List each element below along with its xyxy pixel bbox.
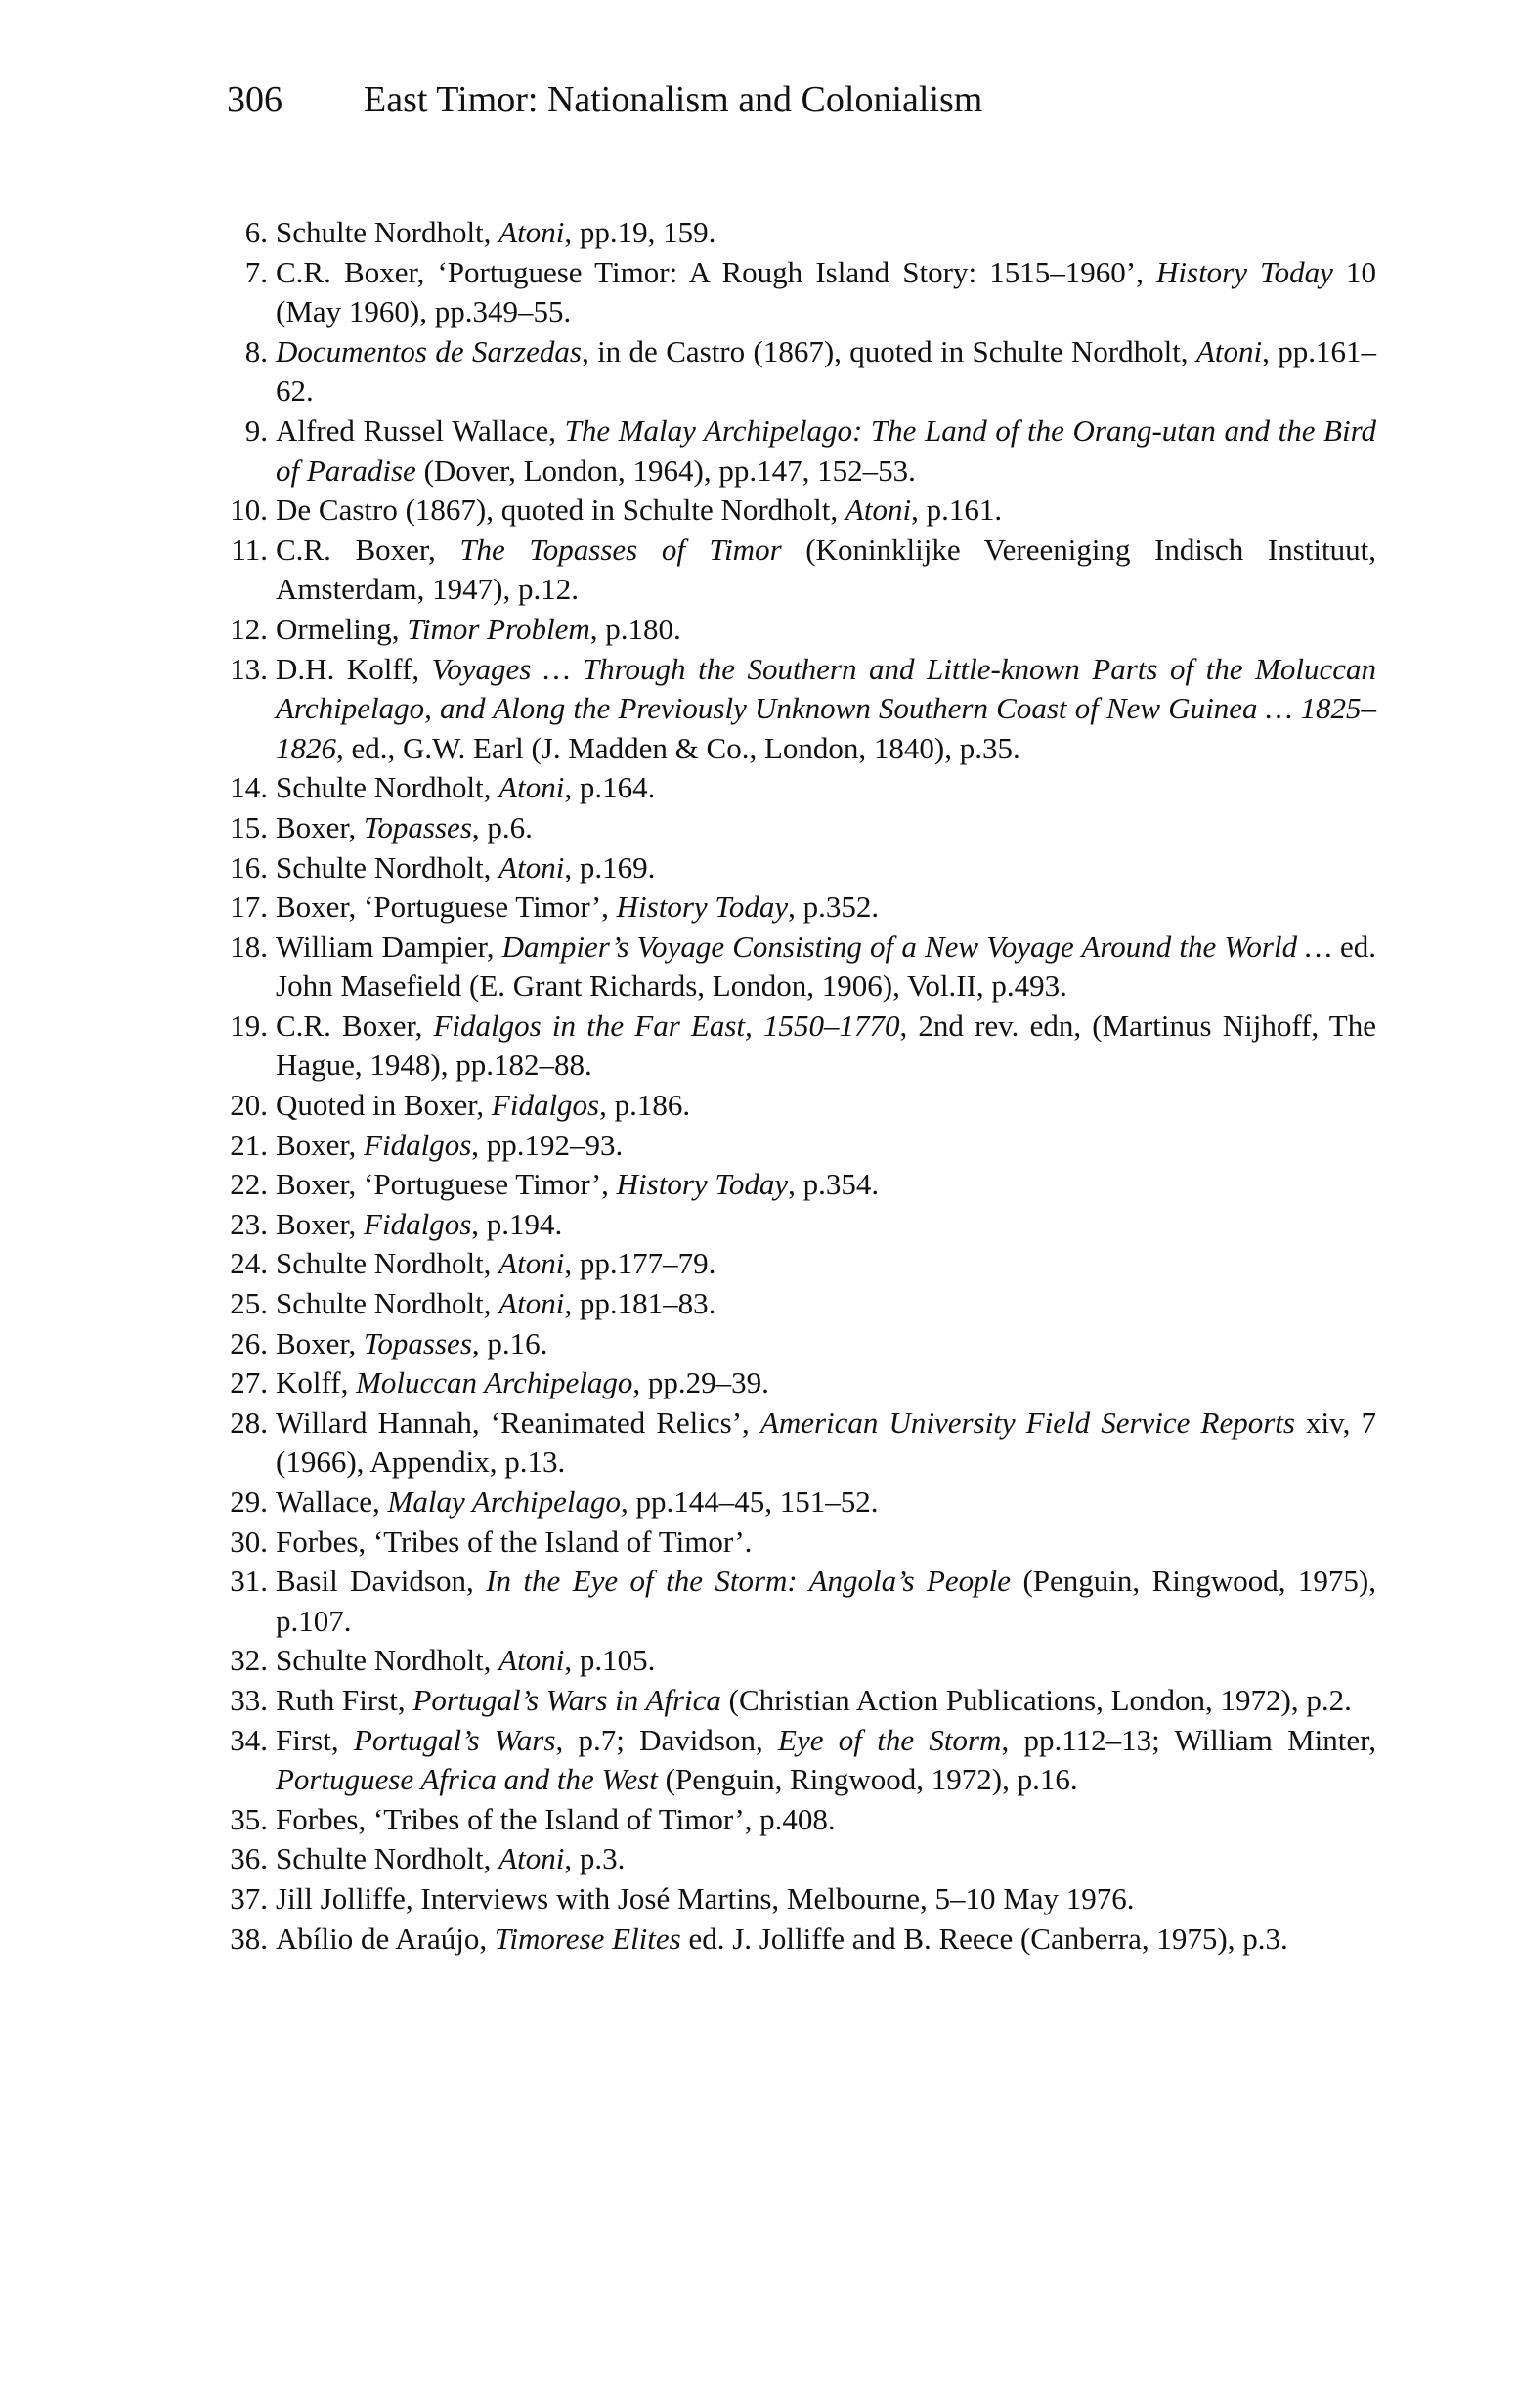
endnote-text (276, 610, 1376, 650)
endnote-title-italic: Portugal’s Wars (353, 1722, 556, 1757)
endnote-text (276, 927, 1376, 1007)
endnote-number: 37. (230, 1880, 268, 1915)
endnotes-list (217, 213, 1376, 1958)
endnote (217, 848, 1376, 888)
endnote-number: 24. (230, 1246, 268, 1281)
endnote-text (276, 213, 1376, 253)
endnote-number: 30. (230, 1524, 268, 1559)
endnote (217, 1284, 1376, 1324)
endnote (217, 1126, 1376, 1166)
endnote-title-italic: The Topasses of Timor (459, 532, 782, 567)
endnote-text (276, 1641, 1376, 1681)
endnote-text-segment: , in de Castro (1867), quoted in Schulte Nordholt, (581, 333, 1196, 368)
endnote-number: 29. (230, 1484, 268, 1519)
endnote-text-segment: Kolff, (276, 1365, 357, 1400)
endnote-text (276, 650, 1376, 769)
endnote-title-italic: Portugal’s Wars in Africa (412, 1682, 721, 1717)
endnote-title-italic: Timor Problem (407, 611, 590, 646)
endnote-text-segment: C.R. Boxer, (276, 1008, 434, 1043)
endnote-text-segment: , pp.177–79. (564, 1246, 716, 1281)
endnote-text-segment: Abílio de Araújo, (276, 1920, 495, 1956)
endnote-number: 38. (230, 1920, 268, 1956)
endnote-text (276, 768, 1376, 808)
endnote-text-segment: Boxer, (276, 1206, 365, 1241)
endnote-number: 7. (244, 254, 268, 289)
endnote-title-italic: Timorese Elites (494, 1920, 681, 1956)
endnote-text-segment: , pp.29–39. (632, 1365, 769, 1400)
endnote (217, 1165, 1376, 1205)
endnote-number: 10. (230, 493, 268, 528)
endnote (217, 213, 1376, 253)
endnote-text-segment: (Koninklijke Vereeniging Indisch Instituut, Amsterdam, 1947), p.12. (276, 532, 1376, 607)
endnote-text-segment: , p.3. (564, 1841, 626, 1876)
endnote-number: 32. (230, 1643, 268, 1678)
endnote-text-segment: , p.169. (564, 849, 656, 884)
endnote-text-segment: Schulte Nordholt, (276, 1286, 499, 1321)
endnote (217, 1721, 1376, 1800)
endnote-text (276, 1165, 1376, 1205)
endnote-text-segment: (Dover, London, 1964), pp.147, 152–53. (415, 452, 916, 488)
endnote (217, 1800, 1376, 1840)
endnote-title-italic: Moluccan Archipelago (356, 1365, 633, 1400)
endnote (217, 1681, 1376, 1721)
endnote-title-italic: Atoni (498, 1286, 565, 1321)
endnote (217, 1483, 1376, 1523)
endnote-text-segment: (Christian Action Publications, London, 1972), p.2. (720, 1682, 1352, 1717)
endnote-text (276, 1523, 1376, 1563)
endnote-text-segment: (Penguin, Ringwood, 1972), p.16. (657, 1762, 1078, 1797)
endnote (217, 808, 1376, 848)
endnote-number: 8. (244, 333, 268, 368)
endnote-text-segment: Boxer, (276, 1127, 365, 1162)
endnote-text-segment: Schulte Nordholt, (276, 1246, 499, 1281)
endnote (217, 253, 1376, 332)
endnote-text-segment: , p.105. (564, 1643, 656, 1678)
endnote-number: 20. (230, 1088, 268, 1123)
endnote (217, 332, 1376, 411)
endnote-title-italic: Fidalgos in the Far East, 1550–1770 (433, 1008, 900, 1043)
endnote-title-italic: Atoni (1195, 333, 1263, 368)
endnote-number: 26. (230, 1325, 268, 1360)
endnote-text-segment: (Penguin, Ringwood, 1975), p.107. (276, 1564, 1376, 1638)
endnote-text-segment: , pp.112–13; William Minter, (1001, 1722, 1376, 1757)
endnote-text (276, 491, 1376, 531)
endnote (217, 650, 1376, 769)
endnote-title-italic: Topasses (364, 809, 472, 844)
endnote-text-segment: Schulte Nordholt, (276, 1643, 499, 1678)
endnote (217, 491, 1376, 531)
endnote-text (276, 1919, 1376, 1959)
endnote-number: 33. (230, 1682, 268, 1717)
endnote-text-segment: C.R. Boxer, ‘Portuguese Timor: A Rough Island Story: 1515–1960’, (276, 254, 1156, 289)
endnote-text-segment: Ormeling, (276, 611, 408, 646)
endnote-text (276, 1800, 1376, 1840)
endnote (217, 1641, 1376, 1681)
endnote-number: 34. (230, 1722, 268, 1757)
endnote (217, 768, 1376, 808)
endnote-text (276, 1086, 1376, 1126)
endnote-title-italic: Atoni (498, 1246, 565, 1281)
endnote-text (276, 332, 1376, 411)
running-header (227, 78, 982, 121)
endnote-number: 17. (230, 889, 268, 924)
endnote-text-segment: , 2nd rev. edn, (Martinus Nijhoff, The Hague, 1948), pp.182–88. (276, 1008, 1376, 1083)
endnote-text-segment: , pp.144–45, 151–52. (621, 1484, 879, 1519)
endnote (217, 1086, 1376, 1126)
endnote-text-segment: , pp.181–83. (564, 1286, 716, 1321)
endnote-text-segment: Quoted in Boxer, (276, 1088, 492, 1123)
endnote-text-segment: Basil Davidson, (276, 1564, 487, 1599)
endnote (217, 1007, 1376, 1086)
endnote-text-segment: xiv, 7 (1966), Appendix, p.13. (276, 1404, 1376, 1480)
page-number: 306 (227, 79, 282, 120)
endnote-title-italic: Voyages … Through the Southern and Little-known Parts of the Moluccan Archipelago, and Along the Previously Unknown Southern Coast of New Guinea … 1825–1826 (276, 651, 1376, 765)
endnote-title-italic: Dampier’s Voyage Consisting of a New Voyage Around the World … (501, 928, 1332, 964)
endnote-text-segment: Boxer, ‘Portuguese Timor’, (276, 889, 617, 924)
endnote-text-segment: , pp.161–62. (276, 333, 1376, 408)
endnote-number: 12. (230, 611, 268, 646)
endnote-number: 16. (230, 849, 268, 884)
endnote-text (276, 1879, 1376, 1919)
endnote-text (276, 808, 1376, 848)
endnote-title-italic: Malay Archipelago (387, 1484, 622, 1519)
endnote-text (276, 1244, 1376, 1284)
endnote-text (276, 1839, 1376, 1879)
endnote-title-italic: Atoni (498, 215, 565, 249)
endnote-text-segment: , p.352. (788, 889, 880, 924)
endnote-number: 27. (230, 1365, 268, 1400)
endnote-text (276, 1721, 1376, 1800)
endnote-text-segment: William Dampier, (276, 928, 502, 964)
endnote-text-segment: Ruth First, (276, 1682, 413, 1717)
endnote-text-segment: Schulte Nordholt, (276, 215, 499, 249)
endnote-title-italic: History Today (1156, 254, 1333, 289)
endnote-title-italic: History Today (616, 1167, 789, 1202)
endnote-number: 25. (230, 1286, 268, 1321)
endnote-number: 6. (244, 215, 268, 249)
endnote (217, 887, 1376, 927)
endnote-number: 21. (230, 1127, 268, 1162)
endnote-title-italic: Atoni (845, 493, 912, 528)
endnote-number: 15. (230, 809, 268, 844)
endnote-title-italic: Fidalgos (364, 1206, 472, 1241)
endnote-number: 13. (230, 651, 268, 686)
endnote-number: 28. (230, 1404, 268, 1440)
endnote-text-segment: Boxer, (276, 809, 365, 844)
endnote-text (276, 411, 1376, 491)
endnote-text-segment: Alfred Russel Wallace, (276, 412, 565, 448)
endnote-text-segment: , ed., G.W. Earl (J. Madden & Co., London, 1840), p.35. (336, 730, 1020, 765)
endnote-text (276, 887, 1376, 927)
endnote-number: 14. (230, 770, 268, 805)
endnote (217, 531, 1376, 610)
endnote (217, 1839, 1376, 1879)
endnote (217, 1363, 1376, 1403)
endnote-text-segment: , p.186. (599, 1088, 691, 1123)
endnote-title-italic: In the Eye of the Storm: Angola’s People (486, 1564, 1012, 1599)
endnote (217, 610, 1376, 650)
endnote-text-segment: , p.194. (471, 1206, 563, 1241)
endnote-text (276, 1205, 1376, 1245)
endnote-text (276, 1007, 1376, 1086)
endnote-text-segment: , p.161. (911, 493, 1003, 528)
endnote-text-segment: , p.16. (471, 1325, 548, 1360)
endnote (217, 1244, 1376, 1284)
endnote-text-segment: Wallace, (276, 1484, 388, 1519)
endnote-title-italic: The Malay Archipelago: The Land of the Orang-utan and the Bird of Paradise (276, 412, 1377, 488)
endnote (217, 1919, 1376, 1959)
endnote-text (276, 1681, 1376, 1721)
endnote-text-segment: De Castro (1867), quoted in Schulte Nordholt, (276, 493, 845, 528)
endnote-number: 18. (230, 928, 268, 964)
endnote-text-segment: Schulte Nordholt, (276, 849, 499, 884)
endnote-text-segment: Schulte Nordholt, (276, 1841, 499, 1876)
endnote-title-italic: History Today (616, 889, 789, 924)
endnote (217, 1879, 1376, 1919)
endnote-text-segment: , p.7; Davidson, (555, 1722, 779, 1757)
endnote-text (276, 1403, 1376, 1483)
endnote-number: 23. (230, 1206, 268, 1241)
endnote (217, 1324, 1376, 1364)
endnote-text (276, 253, 1376, 332)
endnote-text (276, 1562, 1376, 1641)
endnote-text (276, 1324, 1376, 1364)
endnote (217, 1205, 1376, 1245)
endnote (217, 1403, 1376, 1483)
endnote-title-italic: Fidalgos (491, 1088, 600, 1123)
endnote (217, 411, 1376, 491)
endnote (217, 1523, 1376, 1563)
endnote-title-italic: Atoni (498, 1643, 565, 1678)
endnote-text-segment: , pp.19, 159. (564, 215, 716, 249)
endnote-text-segment: D.H. Kolff, (276, 651, 432, 686)
endnote-title-italic: Documentos de Sarzedas (276, 333, 582, 368)
endnote-text-segment: , p.354. (788, 1167, 880, 1202)
endnote-text-segment: Willard Hannah, ‘Reanimated Relics’, (276, 1404, 760, 1440)
endnote-number: 19. (230, 1008, 268, 1043)
endnote-text-segment: 10 (May 1960), pp.349–55. (276, 254, 1377, 329)
endnote-title-italic: Fidalgos (364, 1127, 472, 1162)
endnote-title-italic: Atoni (498, 770, 565, 805)
endnote-title-italic: American University Field Service Reports (759, 1404, 1295, 1440)
running-title: East Timor: Nationalism and Colonialism (364, 79, 983, 120)
endnote-text (276, 1483, 1376, 1523)
endnote-text-segment: ed. J. Jolliffe and B. Reece (Canberra, 1975), p.3. (680, 1920, 1288, 1956)
endnote-text-segment: Jill Jolliffe, Interviews with José Martins, Melbourne, 5–10 May 1976. (276, 1880, 1135, 1915)
endnote-number: 22. (230, 1167, 268, 1202)
endnote-number: 31. (230, 1564, 268, 1599)
endnote-number: 9. (244, 412, 268, 448)
endnote-title-italic: Topasses (364, 1325, 472, 1360)
endnote (217, 1562, 1376, 1641)
endnote-text-segment: Forbes, ‘Tribes of the Island of Timor’, p.408. (276, 1801, 836, 1836)
endnote-text-segment: First, (276, 1722, 354, 1757)
endnote-number: 36. (230, 1841, 268, 1876)
endnote-text-segment: ed. John Masefield (E. Grant Richards, London, 1906), Vol.II, p.493. (276, 928, 1377, 1004)
endnote-title-italic: Eye of the Storm (778, 1722, 1002, 1757)
endnote-title-italic: Atoni (498, 1841, 565, 1876)
endnote-text-segment: , p.6. (471, 809, 533, 844)
endnote-text-segment: C.R. Boxer, (276, 532, 460, 567)
endnote-number: 11. (231, 532, 268, 567)
endnote-text-segment: , p.164. (564, 770, 656, 805)
endnote-text-segment: Boxer, (276, 1325, 365, 1360)
endnote-text-segment: Forbes, ‘Tribes of the Island of Timor’. (276, 1524, 753, 1559)
endnote (217, 927, 1376, 1007)
endnote-text-segment: , pp.192–93. (471, 1127, 624, 1162)
endnote-title-italic: Portuguese Africa and the West (276, 1762, 658, 1797)
endnote-text-segment: , p.180. (589, 611, 681, 646)
endnote-text (276, 531, 1376, 610)
endnote-text-segment: Schulte Nordholt, (276, 770, 499, 805)
endnote-text (276, 1363, 1376, 1403)
endnote-text-segment: Boxer, ‘Portuguese Timor’, (276, 1167, 617, 1202)
endnote-text (276, 848, 1376, 888)
endnote-text (276, 1126, 1376, 1166)
endnote-text (276, 1284, 1376, 1324)
endnote-title-italic: Atoni (498, 849, 565, 884)
endnote-number: 35. (230, 1801, 268, 1836)
